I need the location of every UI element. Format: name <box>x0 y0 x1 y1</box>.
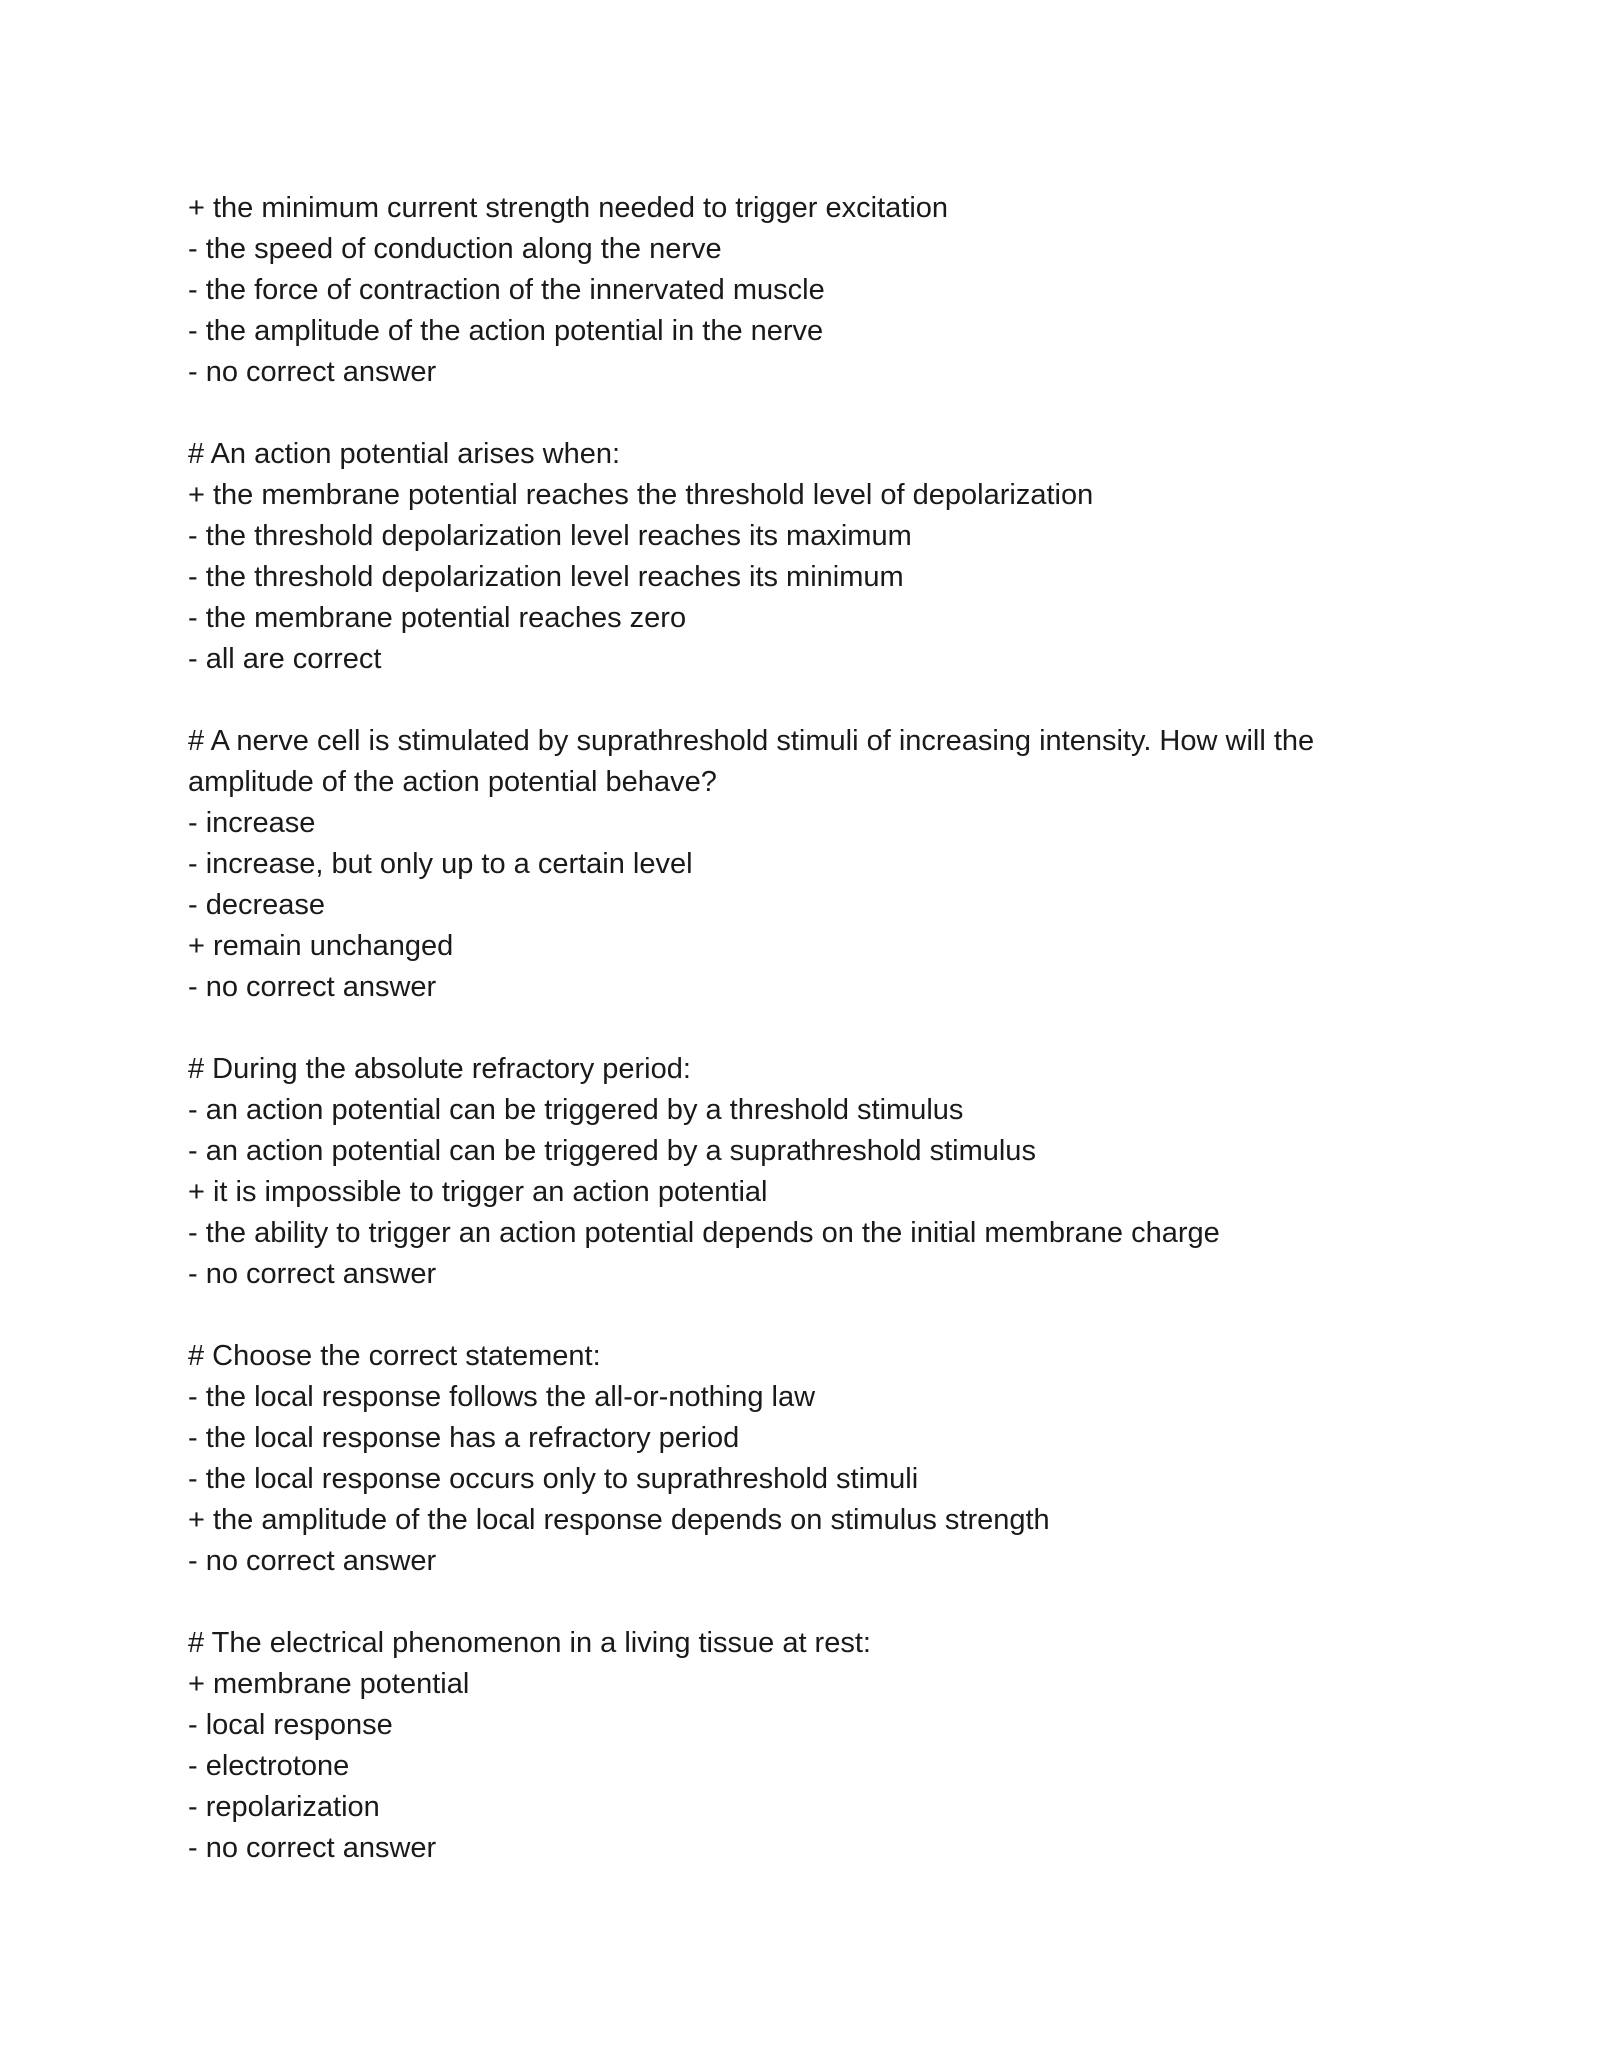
answer-option: + it is impossible to trigger an action potential <box>188 1176 768 1208</box>
answer-option: - the amplitude of the action potential in the nerve <box>188 315 824 347</box>
answer-option: - local response <box>188 1709 393 1741</box>
answer-option: - electrotone <box>188 1750 350 1782</box>
answer-option: - increase <box>188 807 316 839</box>
question-block <box>188 434 1428 680</box>
question-text: # Choose the correct statement: <box>188 1340 601 1372</box>
answer-option: - the speed of conduction along the nerve <box>188 233 722 265</box>
question-text: # An action potential arises when: <box>188 438 621 470</box>
answer-option: - no correct answer <box>188 971 437 1003</box>
question-text: # The electrical phenomenon in a living tissue at rest: <box>188 1627 871 1659</box>
answer-option: - the membrane potential reaches zero <box>188 602 687 634</box>
question-text: # During the absolute refractory period: <box>188 1053 691 1085</box>
question-block <box>188 188 1428 393</box>
question-block <box>188 1049 1428 1295</box>
answer-option: + the membrane potential reaches the threshold level of depolarization <box>188 479 1094 511</box>
quiz-content <box>188 188 1428 1869</box>
answer-option: - the threshold depolarization level reaches its maximum <box>188 520 912 552</box>
question-block <box>188 721 1428 1008</box>
answer-option: - decrease <box>188 889 326 921</box>
answer-option: - the ability to trigger an action potential depends on the initial membrane charge <box>188 1217 1220 1249</box>
answer-option: - the force of contraction of the innervated muscle <box>188 274 825 306</box>
answer-option: - all are correct <box>188 643 382 675</box>
answer-option: + the minimum current strength needed to trigger excitation <box>188 192 949 224</box>
answer-option: + membrane potential <box>188 1668 470 1700</box>
question-block <box>188 1623 1428 1869</box>
answer-option: - increase, but only up to a certain level <box>188 848 693 880</box>
answer-option: + remain unchanged <box>188 930 454 962</box>
answer-option: + the amplitude of the local response depends on stimulus strength <box>188 1504 1050 1536</box>
answer-option: - the threshold depolarization level reaches its minimum <box>188 561 904 593</box>
answer-option: - no correct answer <box>188 1258 437 1290</box>
question-text: # A nerve cell is stimulated by suprathreshold stimuli of increasing intensity. How will the amplitude of the action potential behave? <box>188 725 1323 798</box>
answer-option: - an action potential can be triggered by a suprathreshold stimulus <box>188 1135 1036 1167</box>
question-block <box>188 1336 1428 1582</box>
answer-option: - an action potential can be triggered by a threshold stimulus <box>188 1094 964 1126</box>
answer-option: - no correct answer <box>188 356 437 388</box>
answer-option: - repolarization <box>188 1791 380 1823</box>
answer-option: - the local response follows the all-or-nothing law <box>188 1381 816 1413</box>
answer-option: - the local response has a refractory period <box>188 1422 740 1454</box>
answer-option: - no correct answer <box>188 1832 437 1864</box>
answer-option: - the local response occurs only to suprathreshold stimuli <box>188 1463 919 1495</box>
answer-option: - no correct answer <box>188 1545 437 1577</box>
